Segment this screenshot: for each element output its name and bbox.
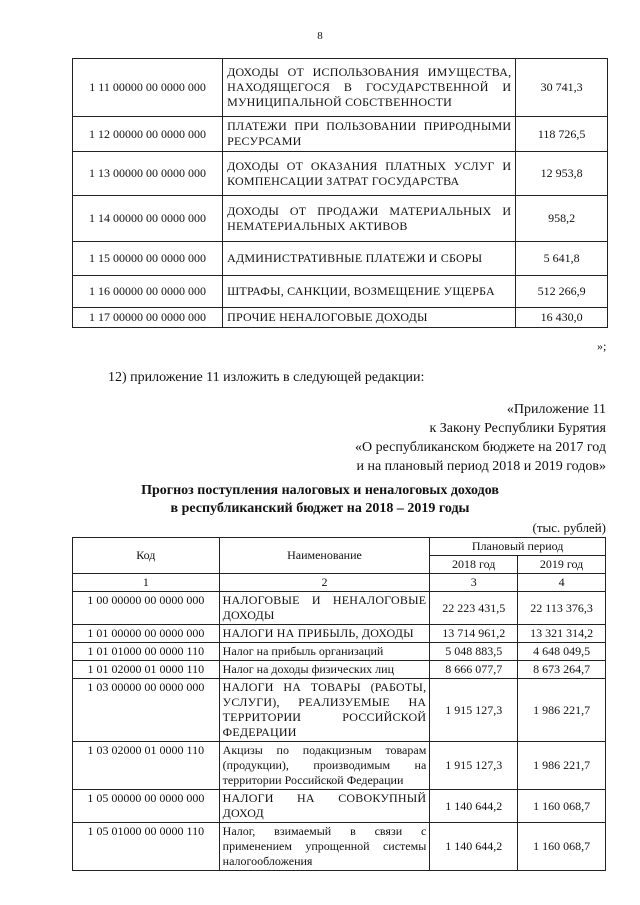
- row-code: 1 11 00000 00 0000 000: [73, 59, 223, 117]
- appendix-line: к Закону Республики Бурятия: [429, 421, 606, 436]
- row-value-2018: 1 915 127,3: [430, 742, 518, 790]
- row-name: ШТРАФЫ, САНКЦИИ, ВОЗМЕЩЕНИЕ УЩЕРБА: [223, 276, 516, 308]
- table-row: [73, 276, 608, 308]
- appendix-line: «О республиканском бюджете на 2017 год: [355, 440, 606, 455]
- row-value: 5 641,8: [516, 242, 608, 276]
- row-code: 1 01 00000 00 0000 000: [73, 625, 220, 643]
- row-code: 1 03 00000 00 0000 000: [73, 679, 220, 742]
- row-code: 1 05 01000 00 0000 110: [73, 823, 220, 871]
- row-name: НАЛОГИ НА ТОВАРЫ (РАБОТЫ, УСЛУГИ), РЕАЛИЗУЕМЫЕ НА ТЕРРИТОРИИ РОССИЙСКОЙ ФЕДЕРАЦИИ: [219, 679, 430, 742]
- row-value: 512 266,9: [516, 276, 608, 308]
- table-row: [73, 643, 606, 661]
- column-number: 1: [73, 574, 220, 592]
- row-name: ДОХОДЫ ОТ ПРОДАЖИ МАТЕРИАЛЬНЫХ И НЕМАТЕРИАЛЬНЫХ АКТИВОВ: [223, 196, 516, 242]
- row-value: 118 726,5: [516, 117, 608, 152]
- row-name: ДОХОДЫ ОТ ИСПОЛЬЗОВАНИЯ ИМУЩЕСТВА, НАХОДЯЩЕГОСЯ В ГОСУДАРСТВЕННОЙ И МУНИЦИПАЛЬНОЙ СОБСТВЕННОСТИ: [223, 59, 516, 117]
- header-name: Наименование: [219, 538, 430, 574]
- row-value: 12 953,8: [516, 152, 608, 196]
- document-title-line2: в республиканский бюджет на 2018 – 2019 годы: [170, 501, 470, 516]
- row-value-2019: 1 160 068,7: [518, 823, 606, 871]
- row-code: 1 01 01000 00 0000 110: [73, 643, 220, 661]
- table-row: [73, 742, 606, 790]
- row-value-2019: 1 986 221,7: [518, 679, 606, 742]
- column-number: 2: [219, 574, 430, 592]
- row-value-2018: 13 714 961,2: [430, 625, 518, 643]
- appendix-header: [266, 400, 606, 476]
- row-name: Налог на прибыль организаций: [219, 643, 430, 661]
- row-code: 1 14 00000 00 0000 000: [73, 196, 223, 242]
- row-code: 1 15 00000 00 0000 000: [73, 242, 223, 276]
- row-value-2018: 1 140 644,2: [430, 823, 518, 871]
- row-code: 1 01 02000 01 0000 110: [73, 661, 220, 679]
- appendix-line: и на плановый период 2018 и 2019 годов»: [356, 459, 606, 474]
- page-number: 8: [317, 30, 323, 42]
- header-period: Плановый период: [430, 538, 606, 556]
- table-row: [73, 661, 606, 679]
- row-value-2018: 1 140 644,2: [430, 790, 518, 823]
- column-number: 3: [430, 574, 518, 592]
- document-title-line1: Прогноз поступления налоговых и неналоговых доходов: [141, 483, 499, 498]
- column-number: 4: [518, 574, 606, 592]
- row-value-2019: 4 648 049,5: [518, 643, 606, 661]
- row-name: ПЛАТЕЖИ ПРИ ПОЛЬЗОВАНИИ ПРИРОДНЫМИ РЕСУРСАМИ: [223, 117, 516, 152]
- table-row: [73, 823, 606, 871]
- row-code: 1 17 00000 00 0000 000: [73, 308, 223, 328]
- row-name: ПРОЧИЕ НЕНАЛОГОВЫЕ ДОХОДЫ: [223, 308, 516, 328]
- forecast-table: [72, 537, 606, 871]
- table-row: [73, 308, 608, 328]
- table-row: [73, 625, 606, 643]
- table-row: [73, 117, 608, 152]
- row-code: 1 03 02000 01 0000 110: [73, 742, 220, 790]
- row-name: ДОХОДЫ ОТ ОКАЗАНИЯ ПЛАТНЫХ УСЛУГ И КОМПЕНСАЦИИ ЗАТРАТ ГОСУДАРСТВА: [223, 152, 516, 196]
- table-row: [73, 196, 608, 242]
- units-label: (тыс. рублей): [532, 520, 606, 535]
- row-value-2019: 1 160 068,7: [518, 790, 606, 823]
- row-name: АДМИНИСТРАТИВНЫЕ ПЛАТЕЖИ И СБОРЫ: [223, 242, 516, 276]
- table-row: [73, 592, 606, 625]
- row-value: 958,2: [516, 196, 608, 242]
- row-code: 1 12 00000 00 0000 000: [73, 117, 223, 152]
- appendix-line: «Приложение 11: [506, 402, 606, 417]
- row-code: 1 16 00000 00 0000 000: [73, 276, 223, 308]
- row-name: НАЛОГОВЫЕ И НЕНАЛОГОВЫЕ ДОХОДЫ: [219, 592, 430, 625]
- row-value-2019: 22 113 376,3: [518, 592, 606, 625]
- row-value: 30 741,3: [516, 59, 608, 117]
- header-code: Код: [73, 538, 220, 574]
- header-year-2018: 2018 год: [430, 556, 518, 574]
- row-code: 1 00 00000 00 0000 000: [73, 592, 220, 625]
- header-year-2019: 2019 год: [518, 556, 606, 574]
- row-value-2018: 5 048 883,5: [430, 643, 518, 661]
- row-value-2018: 1 915 127,3: [430, 679, 518, 742]
- row-code: 1 13 00000 00 0000 000: [73, 152, 223, 196]
- amendment-paragraph: 12) приложение 11 изложить в следующей редакции:: [108, 370, 425, 385]
- row-value: 16 430,0: [516, 308, 608, 328]
- table-row: [73, 679, 606, 742]
- row-value-2019: 1 986 221,7: [518, 742, 606, 790]
- table-closing-quote: »;: [597, 339, 607, 353]
- row-name: Налог, взимаемый в связи с применением упрощенной системы налогообложения: [219, 823, 430, 871]
- row-value-2018: 8 666 077,7: [430, 661, 518, 679]
- row-value-2019: 13 321 314,2: [518, 625, 606, 643]
- row-name: НАЛОГИ НА СОВОКУПНЫЙ ДОХОД: [219, 790, 430, 823]
- table-row: [73, 242, 608, 276]
- table-row: [73, 152, 608, 196]
- row-name: Акцизы по подакцизным товарам (продукции), производимым на территории Российской Федерации: [219, 742, 430, 790]
- row-value-2018: 22 223 431,5: [430, 592, 518, 625]
- row-name: Налог на доходы физических лиц: [219, 661, 430, 679]
- table-row: [73, 59, 608, 117]
- table-row: [73, 790, 606, 823]
- row-value-2019: 8 673 264,7: [518, 661, 606, 679]
- row-code: 1 05 00000 00 0000 000: [73, 790, 220, 823]
- top-revenue-table: [72, 58, 608, 328]
- row-name: НАЛОГИ НА ПРИБЫЛЬ, ДОХОДЫ: [219, 625, 430, 643]
